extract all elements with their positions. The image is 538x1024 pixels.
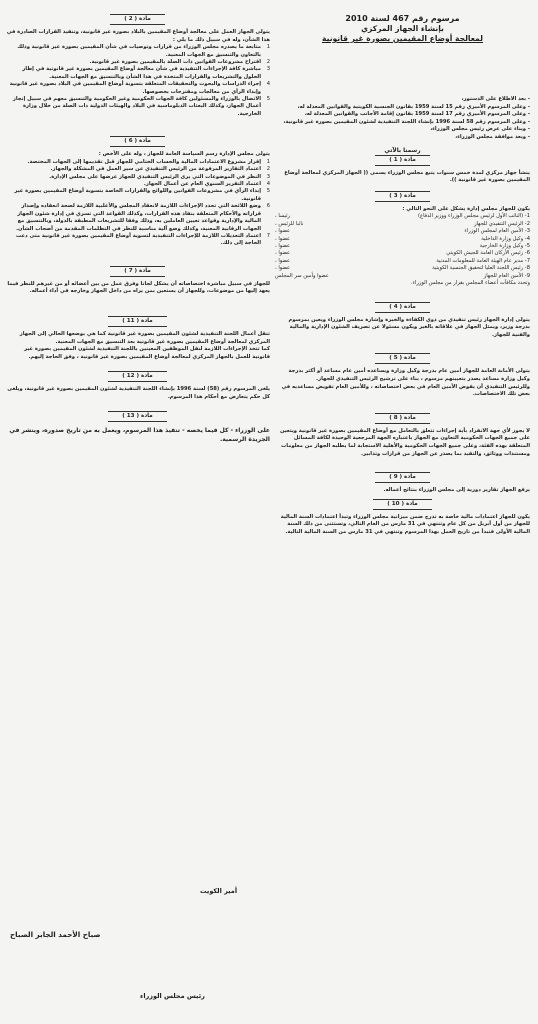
list-item: 5 الاتصال بالوزراء والمسئولين كافة الجهات الحكومية وغير الحكومية والتنسيق معهم في سبيل إنجاز أعمال الجهاز، وكذلك البعثات الدبلوماسية في البلاد والهيئات الدولية ذات الصلة من خلال وزارة الخارجية.	[12, 96, 270, 117]
list-item: 3 مباشرة كافة الإجراءات التنفيذية في شأن معالجة أوضاع المقيمين بصورة غير قانونية في إطار الحلول والتشريعات والقرارات المتخذة في هذا الشأن وبالتنسيق مع الجهات المعنية.	[22, 66, 270, 80]
list-item: 1 إقرار مشروع الاعتمادات المالية والحساب الختامي للجهاز قبل تقديمها إلى الجهات المختصة.	[27, 158, 270, 165]
emir-name: صباح الأحمد الجابر الصباح	[10, 930, 101, 939]
article-title: مادة ( 11 )	[108, 316, 167, 327]
article-title: مادة ( 13 )	[108, 411, 167, 422]
article-intro: يتولى مجلس الإدارة رسم السياسة العامة للجهاز ، وله على الأخص :	[98, 151, 270, 158]
article-title: مادة ( 6 )	[110, 136, 165, 147]
list-item: 6 وضع اللائحة التي تحدد الإجراءات اللازمة لانعقاد المجلس والأغلبية اللازمة لصحة انعقاده وإصدار قراراته والأحكام المتعلقة بنفاذ هذه القرارات، وكذلك القواعد التي تسري في إدارة شئون الجهاز المالية والإدارية وقواعد تعيين العاملين به، وذلك وفقا للتشريعات المطبقة بالدولة، وبالتنسيق مع الجهات الرقابية المعنية، وكذلك وضع آلية مناسبة للنظر في التظلمات المقدمة من أصحاب الشأن.	[16, 203, 270, 232]
article-closing: وتحدد مكافآت أعضاء المجلس بقرار من مجلس الوزراء.	[410, 280, 530, 286]
list-item: 1 متابعة ما يصدره مجلس الوزراء من قرارات وتوصيات في شأن المقيمين بصورة غير قانونية وذلك بالتعاون والتنسيق مع الجهات المعنية.	[17, 44, 270, 58]
article-title: مادة ( 1 )	[375, 155, 430, 166]
article-items	[5, 159, 270, 248]
board-member: 5- وكيل وزارة الخارجية عضوا ،	[275, 242, 530, 249]
article-text: لا يجوز لأي جهة الانفراد بأية إجراءات تتعلق بالتعامل مع أوضاع المقيمين بصورة غير قانونية ويتعين على جميع الجهات الحكومية التعاون مع الجهاز باعتباره الجهة المرجعية الوحيدة لكافة المسائل المتعلقة بهذه الفئة، وعلى جميع الجهات الحكومية والأهلية الاستجابة لما يطلبه الجهاز من معلومات ومستندات ووثائق، والتقيد بما يصدر عن الجهاز من قرارات وتدابير.	[279, 427, 530, 457]
list-item: 3 النظر في الموضوعات التي يرى الرئيس التنفيذي للجهاز عرضها على مجلس الإدارة.	[49, 173, 270, 180]
pm-title: رئيس مجلس الوزراء	[140, 992, 205, 1000]
board-members-list	[275, 213, 530, 280]
list-item: 7 اعتماد التعديلات اللازمة للإجراءات التنفيذية لتسوية أوضاع المقيمين بصورة غير قانونية متى دعت الحاجة إلى ذلك.	[15, 232, 270, 247]
article-title: مادة ( 10 )	[373, 499, 432, 510]
article-items	[5, 44, 270, 118]
list-item: 4 اعتماد التقرير السنوي العام عن أعمال الجهاز.	[143, 181, 270, 188]
article-title: مادة ( 12 )	[108, 371, 167, 382]
article-text: تنقل أعمال اللجنة التنفيذية لشئون المقيمين بصورة غير قانونية كما هي بوضعها الحالي إلى الجهاز المركزي لمعالجة أوضاع المقيمين بصورة غير قانونية بعد التنسيق مع الجهات المعنية.	[19, 330, 270, 345]
board-member: 3- الأمين العام لمجلس الوزراء عضوا ،	[275, 228, 530, 235]
list-item: 4 إجراء الدراسات والبحوث والتحقيقات المتعلقة بتسوية أوضاع المقيمين في البلاد بصورة غير قانونية وإبداء الرأي من معالجات ومقترحات بخصوصها.	[9, 81, 270, 95]
article-text: كما تتخذ الإجراءات اللازمة لنقل الموظفين المعينين باللجنة التنفيذية لشئون المقيمين بصورة غير قانونية للعمل بالجهاز المركزي لمعالجة أوضاع المقيمين بصورة غير قانونية ، وفق الحاجة إليهم.	[24, 346, 270, 360]
article-text: على الوزراء - كل فيما يخصه - تنفيذ هذا المرسوم، ويعمل به من تاريخ صدوره، وينشر في الجريدة الرسمية.	[9, 427, 270, 444]
decree-subject: لمعالجة أوضاع المقيمين بصورة غير قانونية	[321, 34, 483, 43]
board-member: 9- الأمين العام للجهاز عضوا وأمين سر المجلس	[275, 272, 530, 279]
preamble-line: - وعلى المرسوم الأميري رقم 17 لسنة 1959 بقانون إقامة الأجانب والقوانين المعدلة له،	[304, 111, 530, 118]
board-member: 6- رئيس الأركان العامة للجيش الكويتي عضوا ،	[275, 250, 530, 257]
preamble	[275, 96, 530, 142]
article-text: يلغى المرسوم رقم (58) لسنة 1996 بإنشاء اللجنة التنفيذية لشئون المقيمين بصورة غير قانونية، ويلغى كل حكم يتعارض مع أحكام هذا المرسوم.	[7, 386, 270, 400]
decree-number: مرسوم رقم 467 لسنة 2010	[345, 14, 460, 23]
article-text: يتولى الأمانة العامة للجهاز أمين عام بدرجة وكيل وزارة ويساعده أمين عام مساعد أو أكثر بدرجة وكيل وزارة مساعد يصدر بتعيينهم مرسوم ، بناء على ترشيح الرئيس التنفيذي للجهاز.	[288, 368, 530, 382]
article-title: مادة ( 8 )	[375, 413, 430, 424]
board-member: 2- الرئيس التنفيذي للجهاز نائبا للرئيس ،	[275, 220, 530, 227]
article-text: وللرئيس التنفيذي أن يفوض الأمين العام في بعض اختصاصاته ، وللأمين العام تفويض مساعديه في بعض تلك الاختصاصات.	[281, 383, 530, 398]
article-title: مادة ( 7 )	[110, 266, 165, 277]
list-item: 2 اعتماد التقارير المرفوعة من الرئيس التنفيذي عن سير العمل في المشكلة والجهاز.	[50, 166, 270, 173]
decree-title-line: بإنشاء الجهاز المركزي	[361, 24, 444, 33]
list-item: 5 إبداء الرأي في مشروعات القوانين واللوائح والقرارات الخاصة بتسوية أوضاع المقيمين بصورة غير قانونية.	[14, 188, 270, 202]
preamble-line: - وبناء على عرض رئيس مجلس الوزراء،	[430, 126, 530, 133]
preamble-line: - بعد الاطلاع على الدستور،	[461, 96, 530, 102]
preamble-line: - وبعد موافقة مجلس الوزراء،	[455, 133, 530, 140]
list-item: 2 اقتراح مشروعات القوانين ذات الصلة بالمقيمين بصورة غير قانونية.	[89, 59, 270, 65]
article-title: مادة ( 9 )	[375, 472, 430, 483]
board-member: 4- وكيل وزارة الداخلية عضوا ،	[275, 235, 530, 242]
article-intro: يكون للجهاز مجلس إدارة يشكل على النحو التالي :	[402, 205, 530, 212]
emir-title: أمير الكويت	[200, 887, 238, 895]
left-column	[5, 14, 270, 1014]
board-member: 8- رئيس اللجنة العليا لتحقيق الجنسية الكويتية عضوا ،	[275, 265, 530, 272]
preamble-line: - وعلى المرسوم الأميري رقم 15 لسنة 1959 بقانون الجنسية الكويتية والقوانين المعدلة له،	[297, 103, 530, 110]
article-title: مادة ( 4 )	[375, 302, 430, 313]
right-column	[275, 14, 530, 974]
board-member: 1- (النائب الأول لرئيس مجلس الوزراء ووزير الدفاع) رئيسا ،	[275, 213, 530, 220]
article-intro: يتولى الجهاز العمل على معالجة أوضاع المقيمين بالبلاد بصورة غير قانونية، وتنفيذ القرارات الصادرة في هذا الشأن، وله في سبيل ذلك ما يلي :	[6, 29, 270, 43]
article-title: مادة ( 2 )	[110, 14, 165, 25]
decree-header	[275, 14, 530, 44]
article-title: مادة ( 3 )	[375, 191, 430, 202]
article-text: للجهاز في سبيل مباشرة اختصاصاته أن يشكل لجانا وفرق عمل من بين أعضائه أو من غيرهم للنظر فيما يعهد إليها من موضوعات، وللجهاز أن يستعين بمن يراه من داخل الجهاز وخارجه في أداء أعماله.	[7, 280, 270, 295]
decree-resolution: رسمنا بالآتي	[384, 147, 421, 154]
preamble-line: - وعلى المرسوم رقم 58 لسنة 1996 بإنشاء اللجنة التنفيذية لشئون المقيمين بصورة غير قانونية،	[283, 118, 530, 125]
article-text: يتولى إدارة الجهاز رئيس تنفيذي من ذوي الكفاءة والخبرة وإشارة مجلس الوزراء ويعين بمرسوم بدرجة وزير، ويمثل الجهاز في علاقاته بالغير ويكون مسئولا عن تصريف الشئون الإدارية والمالية والفنية للجهاز.	[288, 316, 530, 338]
article-text: يرفع الجهاز تقارير دورية إلى مجلس الوزراء بنتائج أعماله.	[383, 487, 530, 494]
article-text: يكون للجهاز اعتمادات مالية خاصة به تدرج ضمن ميزانية مجلس الوزراء وتبدأ اعتمادات السنة المالية للجهاز من أول أبريل من كل عام وتنتهي في 31 مارس من العام التالي، وتستثنى من ذلك السنة المالية الأولى فتبدأ من تاريخ العمل بهذا المرسوم وتنتهي في 31 مارس من السنة المالية التالية.	[280, 513, 530, 535]
board-member: 7- مدير عام الهيئة العامة للمعلومات المدنية عضوا ،	[275, 257, 530, 264]
article-text: ينشأ جهاز مركزي لمدة خمس سنوات يتبع مجلس الوزراء يسمى (( الجهاز المركزي لمعالجة أوضاع المقيمين بصورة غير قانونية )).	[284, 169, 530, 184]
article-title: مادة ( 5 )	[375, 353, 430, 364]
